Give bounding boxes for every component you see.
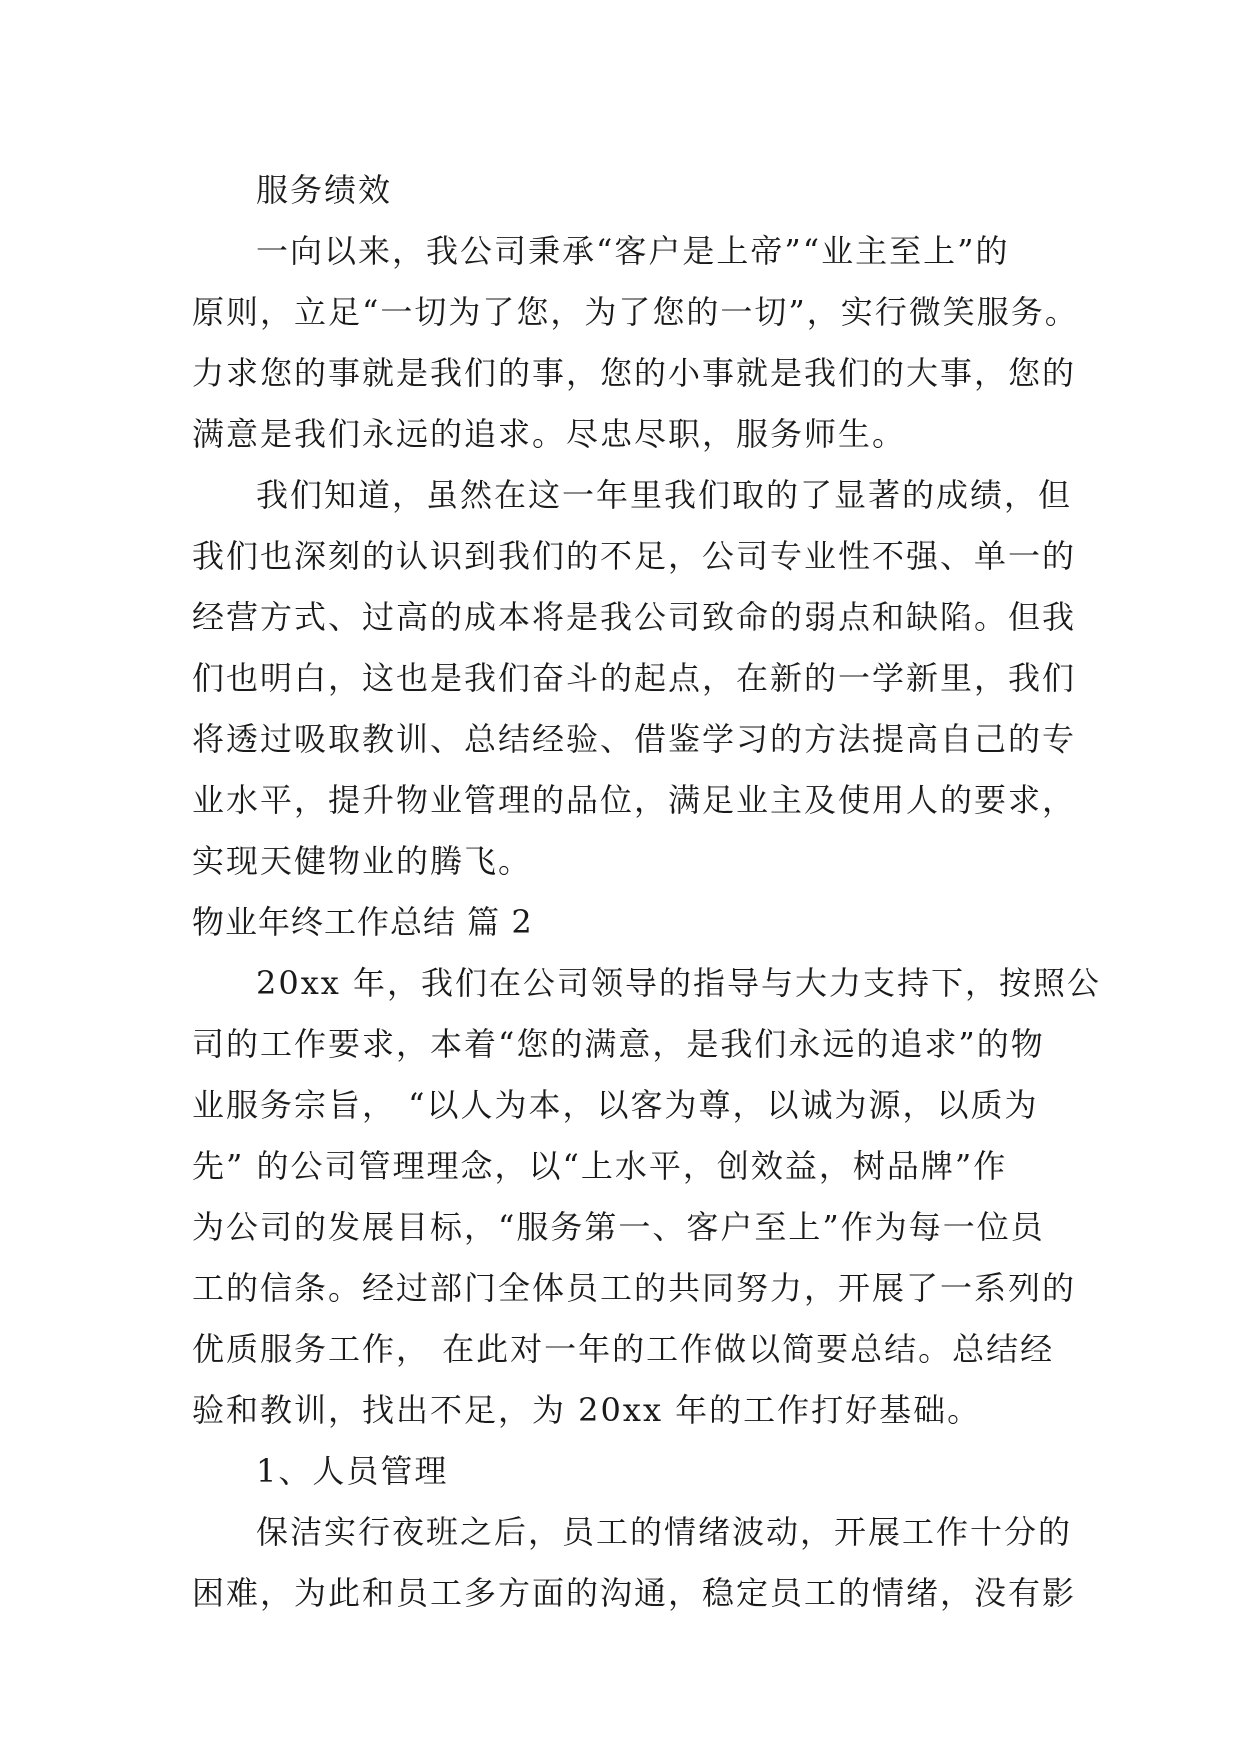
paragraph-line: 困难，为此和员工多方面的沟通，稳定员工的情绪，没有影 xyxy=(192,1574,1077,1612)
paragraph-line: 业水平，提升物业管理的品位，满足业主及使用人的要求， xyxy=(192,781,1077,819)
section-heading-staff-management: 1、人员管理 xyxy=(256,1452,449,1490)
paragraph-line: 先” 的公司管理理念，以“上水平，创效益，树品牌”作 xyxy=(192,1147,1008,1185)
paragraph-line: 我们知道，虽然在这一年里我们取的了显著的成绩，但 xyxy=(256,476,1073,514)
paragraph-line: 实现天健物业的腾飞。 xyxy=(192,842,533,880)
paragraph-line: 们也明白，这也是我们奋斗的起点，在新的一学新里，我们 xyxy=(192,659,1077,697)
paragraph-line: 一向以来，我公司秉承“客户是上帝”“业主至上”的 xyxy=(256,232,1010,270)
paragraph-line: 将透过吸取教训、总结经验、借鉴学习的方法提高自己的专 xyxy=(192,720,1077,758)
document-body xyxy=(192,160,1101,1624)
paragraph-line: 业服务宗旨， “以人为本，以客为尊，以诚为源，以质为 xyxy=(192,1086,1039,1124)
paragraph-line: 保洁实行夜班之后，员工的情绪波动，开展工作十分的 xyxy=(256,1513,1073,1551)
paragraph-line: 经营方式、过高的成本将是我公司致命的弱点和缺陷。但我 xyxy=(192,598,1077,636)
paragraph-line: 验和教训，找出不足，为 20xx 年的工作打好基础。 xyxy=(192,1391,982,1429)
paragraph-line: 力求您的事就是我们的事，您的小事就是我们的大事，您的 xyxy=(192,354,1077,392)
paragraph-line: 20xx 年，我们在公司领导的指导与大力支持下，按照公 xyxy=(256,964,1101,1002)
paragraph-line: 优质服务工作， 在此对一年的工作做以简要总结。总结经 xyxy=(192,1330,1055,1368)
paragraph-line: 原则，立足“一切为了您，为了您的一切”，实行微笑服务。 xyxy=(192,293,1079,331)
paragraph-line: 我们也深刻的认识到我们的不足，公司专业性不强、单一的 xyxy=(192,537,1077,575)
article-title: 物业年终工作总结 篇 2 xyxy=(192,903,533,941)
paragraph-line: 工的信条。经过部门全体员工的共同努力，开展了一系列的 xyxy=(192,1269,1077,1307)
paragraph-line: 司的工作要求，本着“您的满意，是我们永远的追求”的物 xyxy=(192,1025,1045,1063)
paragraph-line: 为公司的发展目标，“服务第一、客户至上”作为每一位员 xyxy=(192,1208,1045,1246)
section-heading-service-performance: 服务绩效 xyxy=(256,171,393,209)
paragraph-line: 满意是我们永远的追求。尽忠尽职，服务师生。 xyxy=(192,415,907,453)
